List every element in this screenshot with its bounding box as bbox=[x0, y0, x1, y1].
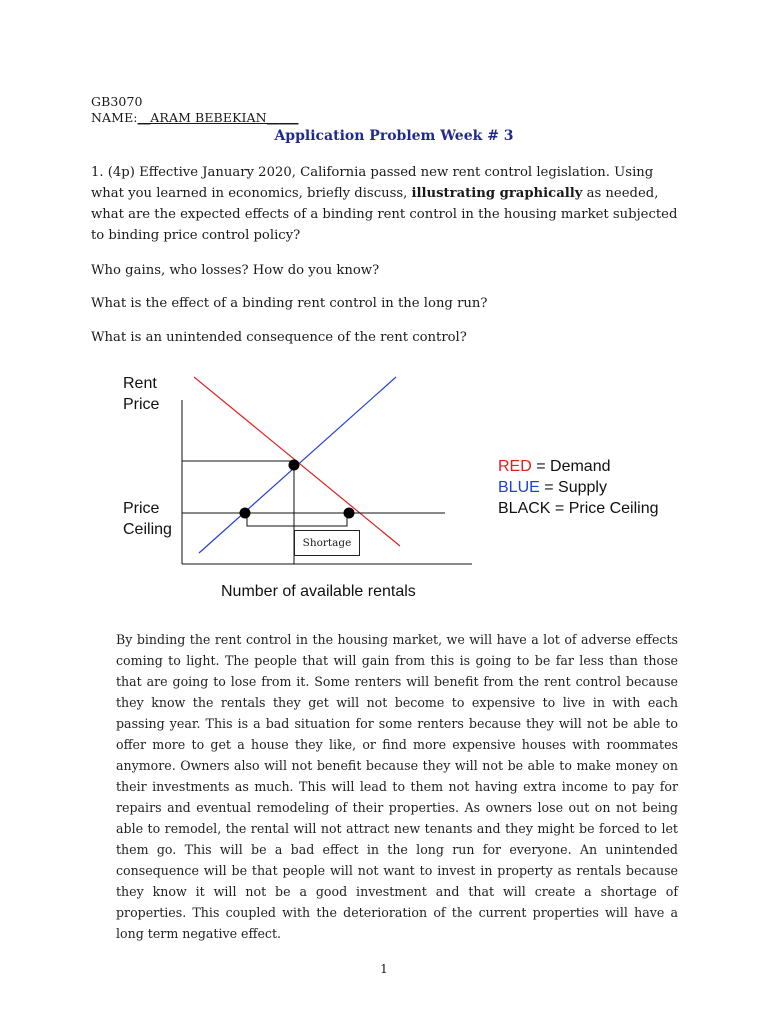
rent-control-graph bbox=[91, 360, 691, 610]
question-3: What is the effect of a binding rent control in the long run? bbox=[91, 296, 488, 311]
shortage-bracket bbox=[247, 518, 347, 526]
y-axis-label-line1: Rent bbox=[123, 375, 157, 392]
page-title: Application Problem Week # 3 bbox=[274, 128, 514, 144]
legend-demand bbox=[498, 456, 659, 477]
legend-supply-text: = Supply bbox=[539, 479, 607, 496]
essay-paragraph: By binding the rent control in the housing market, we will have a lot of adverse effects coming to light. The people that will gain from this is going to be far less than those that are going to lose from it. Some renters will benefit from the rent control because they know the rentals they get will not become to expensive to live in with each passing year. This is a bad situation for some renters because they will not be able to offer more to get a house they like, or find more expensive houses with roommates anymore. Owners also will not benefit because they will not be able to make money on their investments as much. This will lead to them not having extra income to pay for repairs and eventual remodeling of their properties. As owners lose out on not being able to remodel, the rental will not attract new tenants and they might be forced to let them go. This will be a bad effect in the long run for everyone. An unintended consequence will be that people will not want to invest in property as rentals because they know it will not be a good investment and that will create a shortage of properties. This coupled with the deterioration of the current properties will have a long term negative effect. bbox=[116, 632, 678, 941]
legend-supply bbox=[498, 477, 659, 498]
shortage-label: Shortage bbox=[294, 530, 360, 556]
price-ceiling-label-line2: Ceiling bbox=[123, 521, 172, 538]
x-axis-label: Number of available rentals bbox=[221, 583, 416, 600]
question-rest: as needed, what are the expected effects of a binding rent control in the housing market subjected to binding price control policy? bbox=[91, 186, 678, 243]
question-4: What is an unintended consequence of the rent control? bbox=[91, 330, 467, 345]
legend-ceiling: BLACK = Price Ceiling bbox=[498, 500, 659, 517]
y-axis-label bbox=[123, 373, 159, 415]
equilibrium-point bbox=[289, 460, 300, 471]
legend-demand-text: = Demand bbox=[531, 458, 611, 475]
price-ceiling-label-line1: Price bbox=[123, 500, 160, 517]
legend-demand-color-word: RED bbox=[498, 458, 532, 475]
quantity-demanded-point bbox=[344, 508, 355, 519]
student-name: __ARAM BEBEKIAN_____ bbox=[137, 110, 299, 125]
y-axis-label-line2: Price bbox=[123, 396, 160, 413]
page-number: 1 bbox=[380, 962, 388, 976]
question-emphasis: illustrating graphically bbox=[411, 186, 583, 201]
legend-supply-color-word: BLUE bbox=[498, 479, 540, 496]
price-ceiling-label bbox=[123, 498, 172, 540]
graph-legend bbox=[498, 456, 659, 519]
course-code: GB3070 bbox=[91, 94, 143, 109]
question-intro: 1. (4p) Effective January 2020, California passed new rent control legislation. Using what you learned in economics, briefly discuss, bbox=[91, 165, 654, 201]
question-2: Who gains, who losses? How do you know? bbox=[91, 263, 380, 278]
quantity-supplied-point bbox=[240, 508, 251, 519]
question-1 bbox=[91, 162, 681, 246]
student-name-line bbox=[91, 110, 298, 126]
name-label: NAME: bbox=[91, 110, 138, 125]
